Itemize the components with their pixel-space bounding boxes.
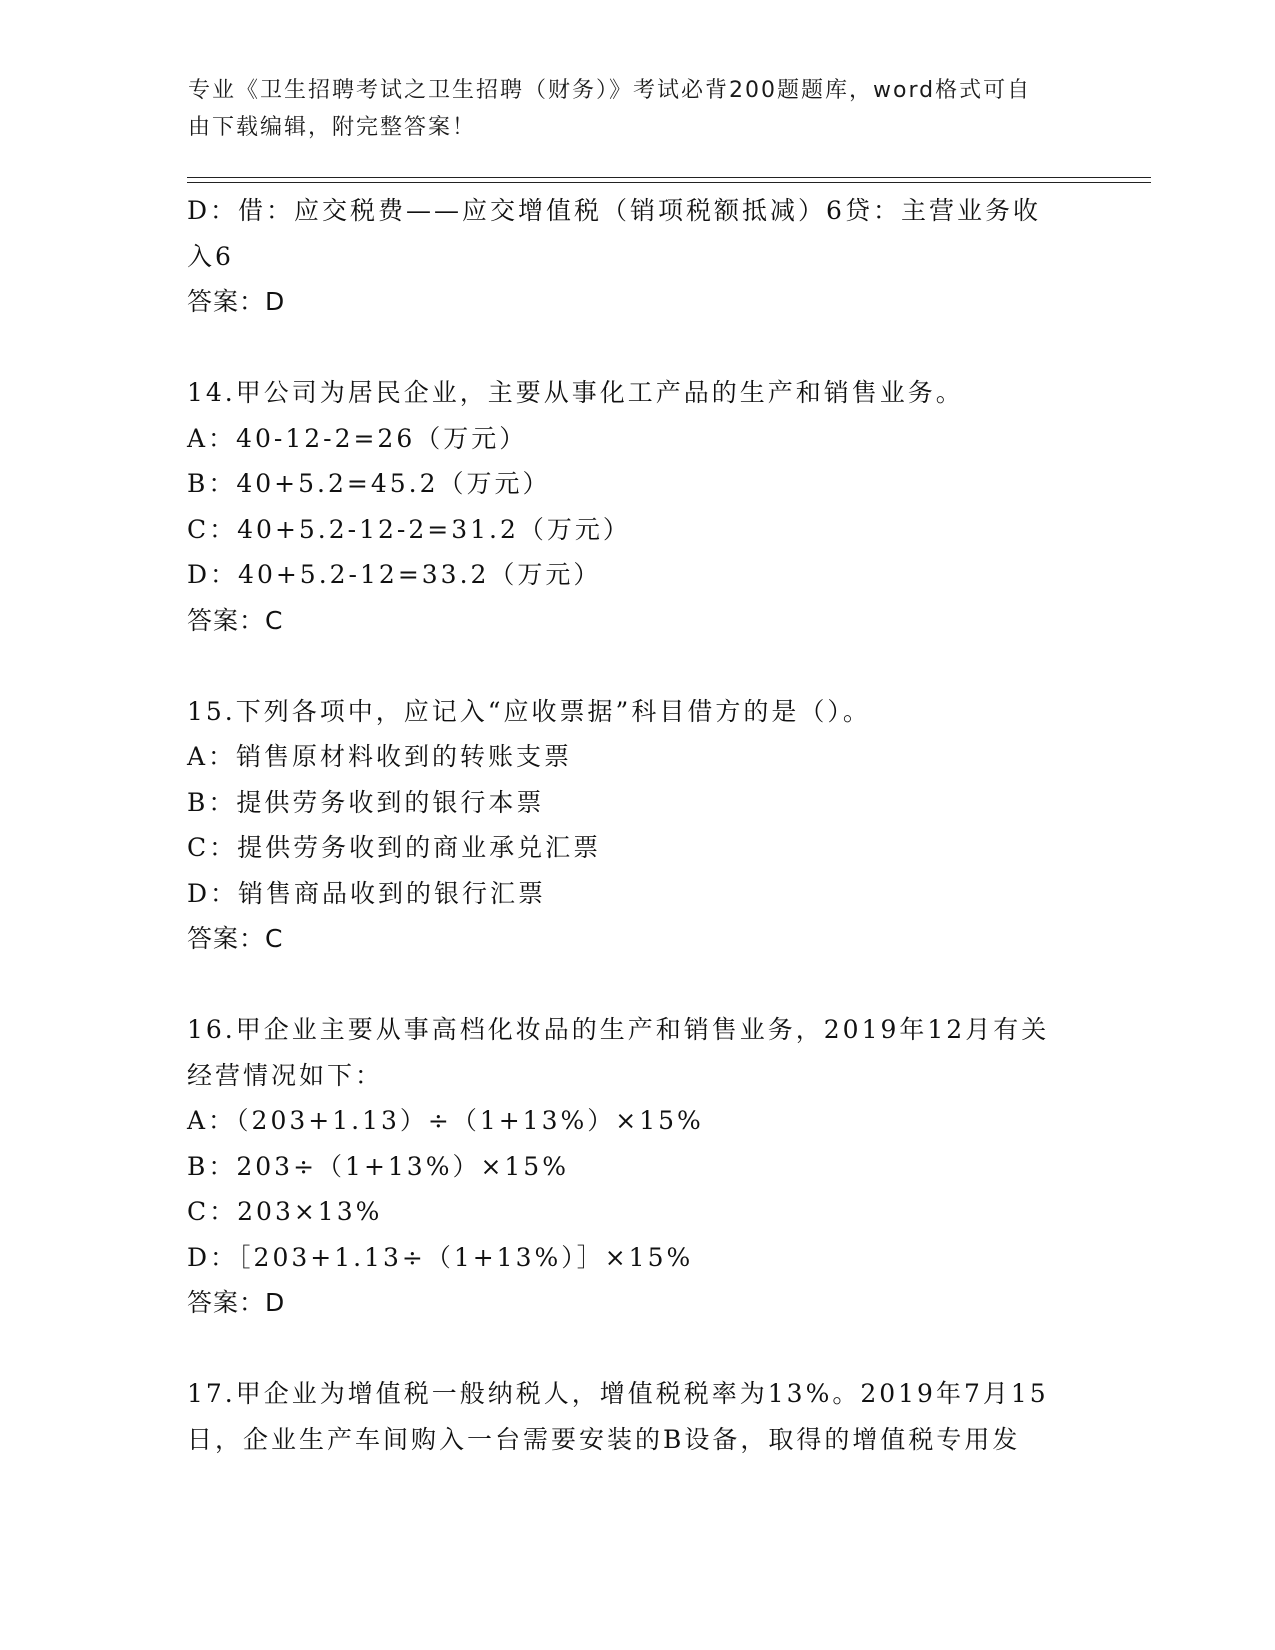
header-rule-top: [187, 177, 1151, 178]
question-15: [187, 689, 1067, 962]
option-d: D：40+5.2-12=33.2（万元）: [187, 560, 602, 589]
option-b: B：40+5.2=45.2（万元）: [187, 469, 551, 498]
header-line-2: 由下载编辑，附完整答案！: [188, 115, 477, 140]
question-stem-line-1: 17.甲企业为增值税一般纳税人，增值税税率为13%。2019年7月15: [187, 1379, 1049, 1408]
question-stem-line-2: 日，企业生产车间购入一台需要安装的B设备，取得的增值税专用发: [187, 1424, 1021, 1454]
document-header: [188, 72, 1068, 146]
option-d: D：销售商品收到的银行汇票: [187, 878, 547, 908]
answer: 答案：D: [187, 287, 286, 316]
option-b: B：提供劳务收到的银行本票: [187, 787, 545, 817]
answer: 答案：C: [187, 924, 284, 953]
option-a: A：40-12-2=26（万元）: [187, 423, 528, 453]
header-line-1: 专业《卫生招聘考试之卫生招聘（财务）》考试必背200题题库，word格式可自: [188, 78, 1032, 103]
answer: 答案：C: [187, 605, 284, 635]
header-rule-bottom: [187, 182, 1151, 183]
option-c: C：提供劳务收到的商业承兑汇票: [187, 833, 602, 862]
question-17: [187, 1371, 1067, 1462]
option-a: A：（203+1.13）÷（1+13%）×15%: [187, 1106, 704, 1135]
option-d: D：［203+1.13÷（1+13%）］×15%: [187, 1242, 694, 1272]
option-d-line-2: 入6: [187, 241, 234, 271]
question-16: [187, 1007, 1067, 1326]
answer: 答案：D: [187, 1288, 286, 1317]
option-c: C：203×13%: [187, 1197, 383, 1226]
question-stem-line-2: 经营情况如下：: [187, 1060, 384, 1090]
question-14: [187, 370, 1067, 643]
option-b: B：203÷（1+13%）×15%: [187, 1151, 569, 1181]
option-a: A：销售原材料收到的转账支票: [187, 742, 573, 771]
question-stem-line-1: 16.甲企业主要从事高档化妆品的生产和销售业务，2019年12月有关: [187, 1015, 1050, 1044]
option-d-line-1: D：借：应交税费——应交增值税（销项税额抵减）6贷：主营业务收: [187, 196, 1041, 225]
question-13: [187, 188, 1067, 325]
question-stem: 15.下列各项中，应记入“应收票据”科目借方的是（）。: [187, 696, 871, 726]
option-c: C：40+5.2-12-2=31.2（万元）: [187, 514, 631, 544]
question-content: [187, 188, 1067, 1462]
question-stem: 14.甲公司为居民企业，主要从事化工产品的生产和销售业务。: [187, 378, 964, 407]
